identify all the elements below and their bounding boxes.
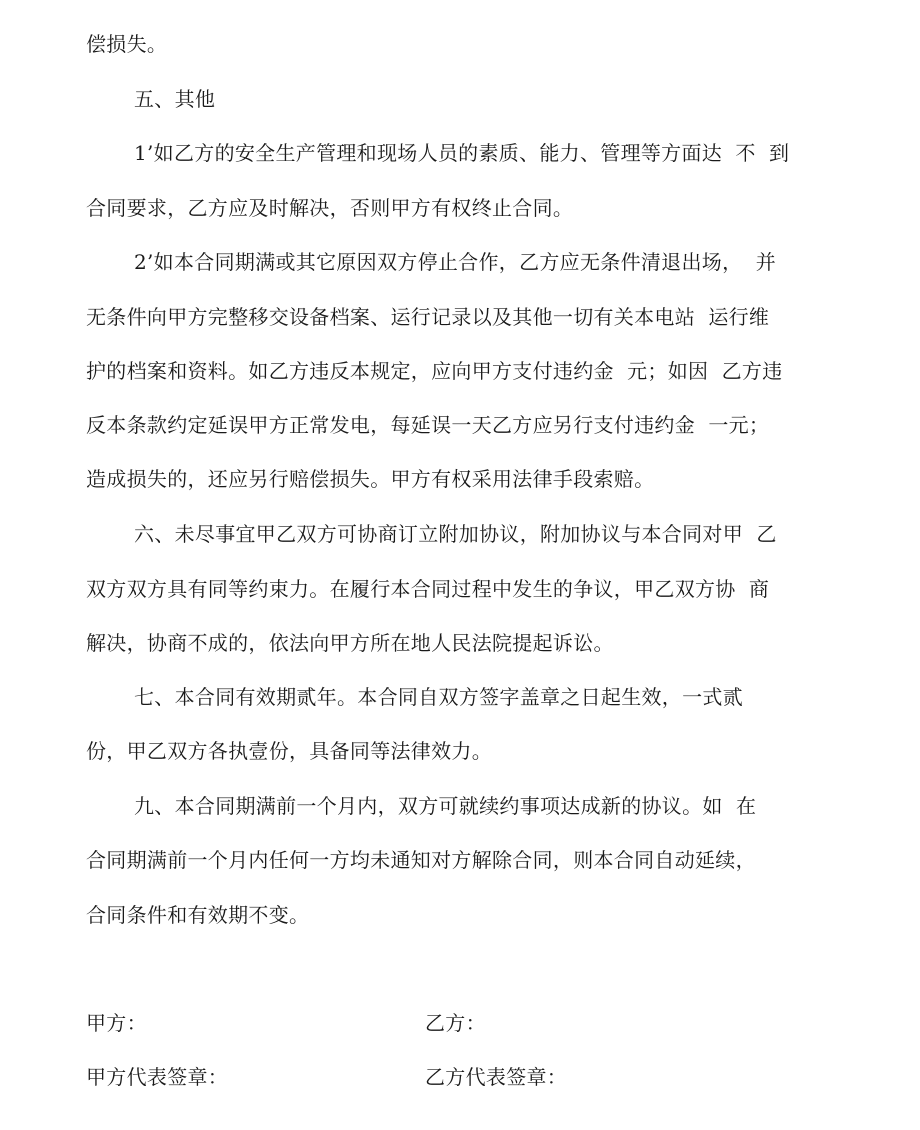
text-line: 造成损失的，还应另行赔偿损失。甲方有权采用法律手段索赔。 [86,467,655,491]
text-line: 2’如本合同期满或其它原因双方停止合作，乙方应无条件清退出场， 并 [134,250,776,274]
text-line: 无条件向甲方完整移交设备档案、运行记录以及其他一切有关本电站 运行维 [86,305,770,329]
text-line: 反本条款约定延误甲方正常发电，每延误一天乙方应另行支付违约金 一元； [86,413,770,437]
text-line: 份，甲乙双方各执壹份，具备同等法律效力。 [86,739,492,763]
party-b-rep-label: 乙方代表签章： [425,1065,568,1089]
text-line: 合同条件和有效期不变。 [86,903,310,927]
party-a-label: 甲方： [86,1011,147,1035]
section-heading: 五、其他 [134,87,216,111]
text-line: 双方双方具有同等约束力。在履行本合同过程中发生的争议，甲乙双方协 商 [86,577,770,601]
party-b-label: 乙方： [425,1011,486,1035]
text-line: 解决，协商不成的，依法向甲方所在地人民法院提起诉讼。 [86,631,614,655]
text-line: 九、本合同期满前一个月内，双方可就续约事项达成新的协议。如 在 [134,794,757,818]
text-line: 七、本合同有效期贰年。本合同自双方签字盖章之日起生效，一式贰 [134,685,743,709]
text-line: 偿损失。 [86,32,168,56]
text-line: 护的档案和资料。如乙方违反本规定，应向甲方支付违约金 元；如因 乙方违 [86,359,783,383]
text-line: 六、未尽事宜甲乙双方可协商订立附加协议，附加协议与本合同对甲 乙 [134,522,777,546]
text-line: 合同要求，乙方应及时解决，否则甲方有权终止合同。 [86,196,574,220]
party-a-rep-label: 甲方代表签章： [86,1065,229,1089]
text-line: 1’如乙方的安全生产管理和现场人员的素质、能力、管理等方面达 不 到 [134,141,790,165]
text-line: 合同期满前一个月内任何一方均未通知对方解除合同，则本合同自动延续， [86,848,756,872]
